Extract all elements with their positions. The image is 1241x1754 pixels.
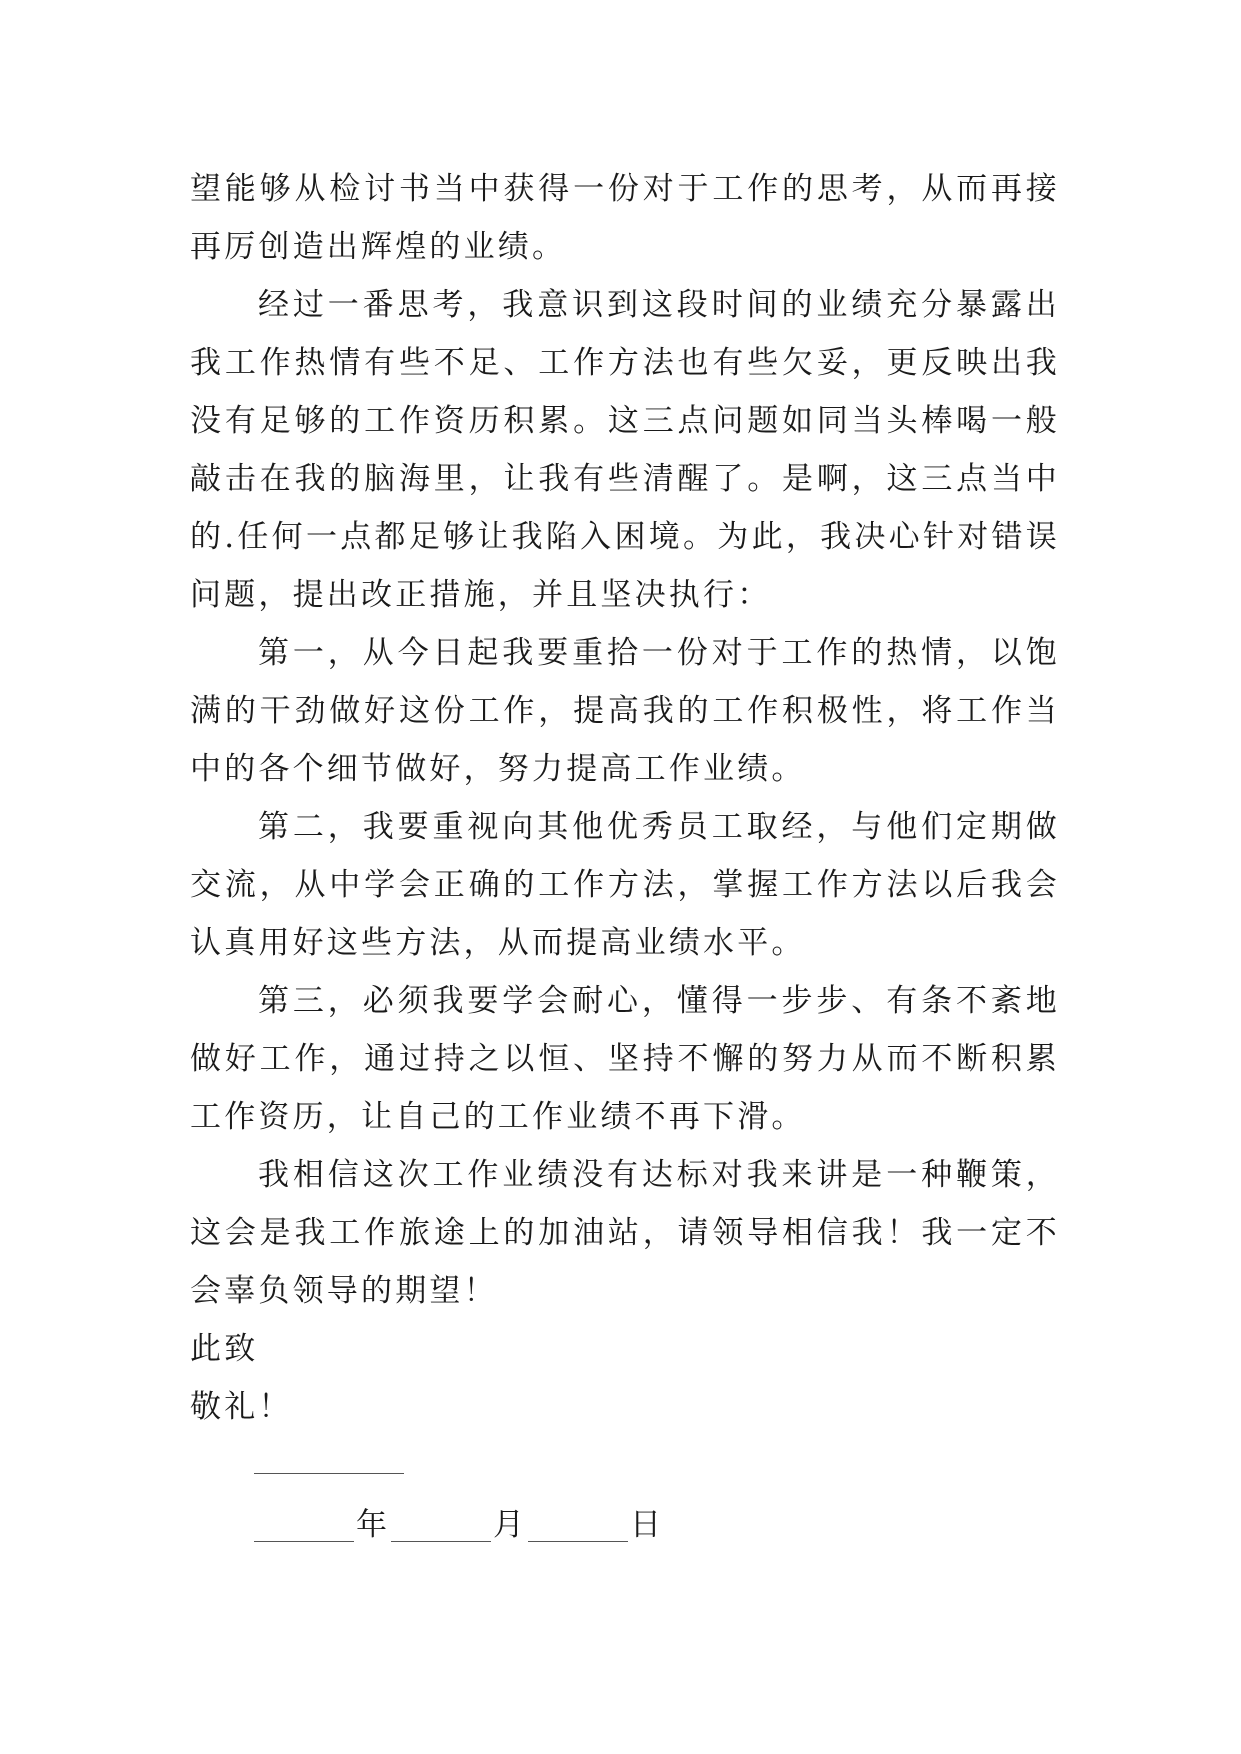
year-label: 年 — [356, 1507, 389, 1543]
closing-regards: 敬礼！ — [190, 1389, 293, 1425]
paragraph-point-three: 第三，必须我要学会耐心，懂得一步步、有条不紊地做好工作，通过持之以恒、坚持不懈的努力从而不断积累工作资历，让自己的工作业绩不再下滑。 — [190, 983, 1060, 1135]
paragraph-continuation: 望能够从检讨书当中获得一份对于工作的思考，从而再接再厉创造出辉煌的业绩。 — [190, 171, 1060, 265]
date-line — [254, 1500, 665, 1550]
paragraph-conclusion: 我相信这次工作业绩没有达标对我来讲是一种鞭策，这会是我工作旅途上的加油站，请领导相信我！我一定不会辜负领导的期望！ — [190, 1157, 1060, 1309]
letter-body — [190, 160, 1060, 1436]
day-blank — [528, 1540, 628, 1542]
year-blank — [254, 1540, 354, 1542]
day-label: 日 — [630, 1507, 663, 1543]
paragraph-point-two: 第二，我要重视向其他优秀员工取经，与他们定期做交流，从中学会正确的工作方法，掌握工作方法以后我会认真用好这些方法，从而提高业绩水平。 — [190, 809, 1060, 961]
paragraph-point-one: 第一，从今日起我要重拾一份对于工作的热情，以饱满的干劲做好这份工作，提高我的工作积极性，将工作当中的各个细节做好，努力提高工作业绩。 — [190, 635, 1060, 787]
closing-salutation: 此致 — [190, 1331, 259, 1367]
month-blank — [391, 1540, 491, 1542]
paragraph-reflection: 经过一番思考，我意识到这段时间的业绩充分暴露出我工作热情有些不足、工作方法也有些欠妥，更反映出我没有足够的工作资历积累。这三点问题如同当头棒喝一般敲击在我的脑海里，让我有些清醒了。是啊，这三点当中的.任何一点都足够让我陷入困境。为此，我决心针对错误问题，提出改正措施，并且坚决执行： — [190, 287, 1060, 613]
month-label: 月 — [493, 1507, 526, 1543]
signature-blank-line — [254, 1473, 404, 1474]
